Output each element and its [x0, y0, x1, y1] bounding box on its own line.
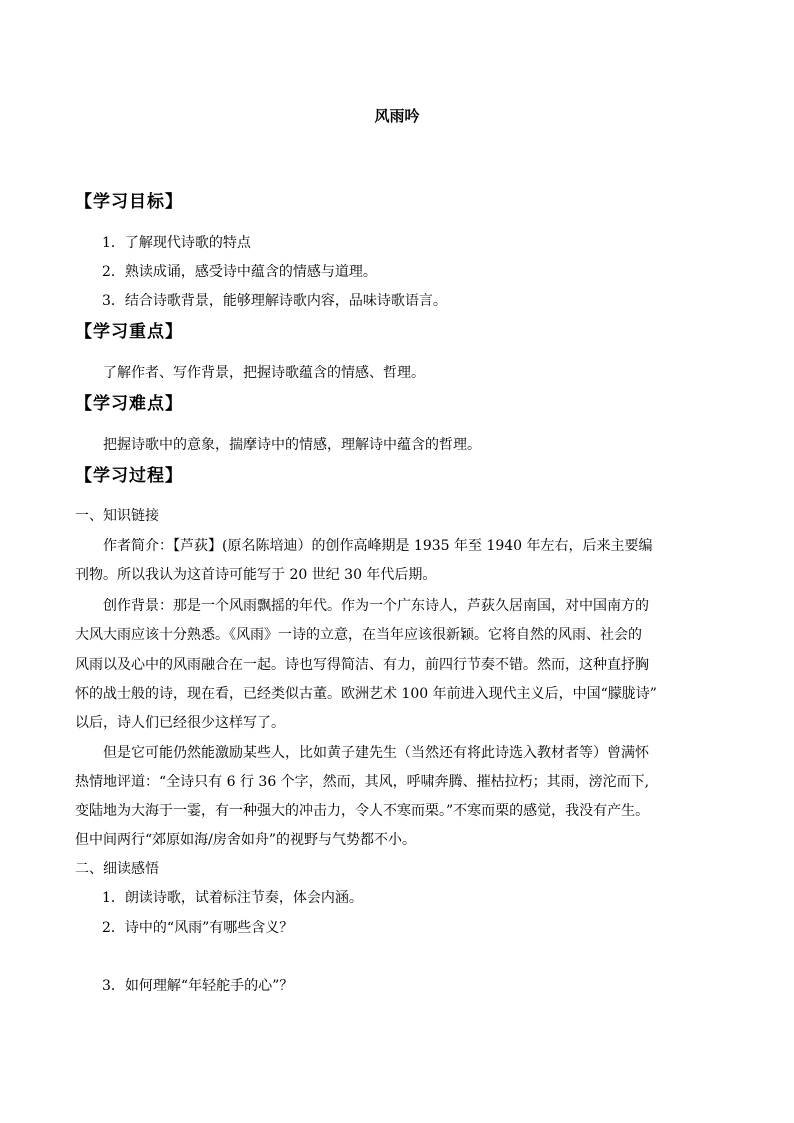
section-heading-difficulties: 【学习难点】 [75, 394, 183, 414]
author-line-2: 刊物。所以我认为这首诗可能写于 20 世纪 30 年代后期。 [75, 567, 437, 583]
part2-heading: 二、细读感悟 [75, 861, 159, 877]
page-title: 风雨吟 [374, 107, 420, 125]
section-heading-goals: 【学习目标】 [75, 192, 183, 212]
background-line-2: 大风大雨应该十分熟悉。《风雨》一诗的立意，在当年应该很新颖。它将自然的风雨、社会的 [75, 627, 642, 643]
goal-item-2: 2．熟读成诵，感受诗中蕴含的情感与道理。 [102, 264, 377, 280]
author-line-1: 作者简介：【芦荻】(原名陈培迪）的创作高峰期是 1935 年至 1940 年左右，后来主要编 [103, 538, 653, 554]
comment-line-1: 但是它可能仍然能激励某些人，比如黄子建先生（当然还有将此诗选入教材者等）曾满怀 [103, 745, 649, 761]
background-line-5: 以后，诗人们已经很少这样写了。 [75, 715, 285, 731]
background-line-3: 风雨以及心中的风雨融合在一起。诗也写得简洁、有力，前四行节奏不错。然而，这种直抒胸 [75, 657, 649, 673]
comment-line-2: 热情地评道：“全诗只有 6 行 36 个字，然而，其风，呼啸奔腾、摧枯拉朽；其雨，滂沱而下, [75, 774, 650, 790]
goal-item-3: 3．结合诗歌背景，能够理解诗歌内容，品味诗歌语言。 [102, 293, 447, 309]
key-points-text: 了解作者、写作背景，把握诗歌蕴含的情感、哲理。 [103, 365, 425, 381]
comment-line-3: 变陆地为大海于一霎，有一种强大的冲击力，令人不寒而栗。”不寒而栗的感觉，我没有产生。 [75, 803, 650, 819]
background-line-1: 创作背景：那是一个风雨飘摇的年代。作为一个广东诗人，芦荻久居南国，对中国南方的 [103, 598, 649, 614]
section-heading-key-points: 【学习重点】 [75, 322, 183, 342]
part1-heading: 一、知识链接 [75, 508, 159, 524]
part2-item-1: 1．朗读诗歌，试着标注节奏，体会内涵。 [102, 890, 363, 906]
section-heading-process: 【学习过程】 [75, 466, 183, 486]
comment-line-4: 但中间两行“郊原如海/房舍如舟”的视野与气势都不小。 [75, 832, 417, 848]
part2-item-2: 2．诗中的“风雨”有哪些含义？ [102, 920, 294, 936]
goal-item-1: 1．了解现代诗歌的特点 [102, 235, 251, 251]
background-line-4: 怀的战士般的诗，现在看，已经类似古董。欧洲艺术 100 年前进入现代主义后，中国“朦胧诗” [75, 686, 657, 702]
difficulties-text: 把握诗歌中的意象，揣摩诗中的情感，理解诗中蕴含的哲理。 [103, 437, 481, 453]
part2-item-3: 3．如何理解“年轻舵手的心”？ [102, 978, 294, 994]
